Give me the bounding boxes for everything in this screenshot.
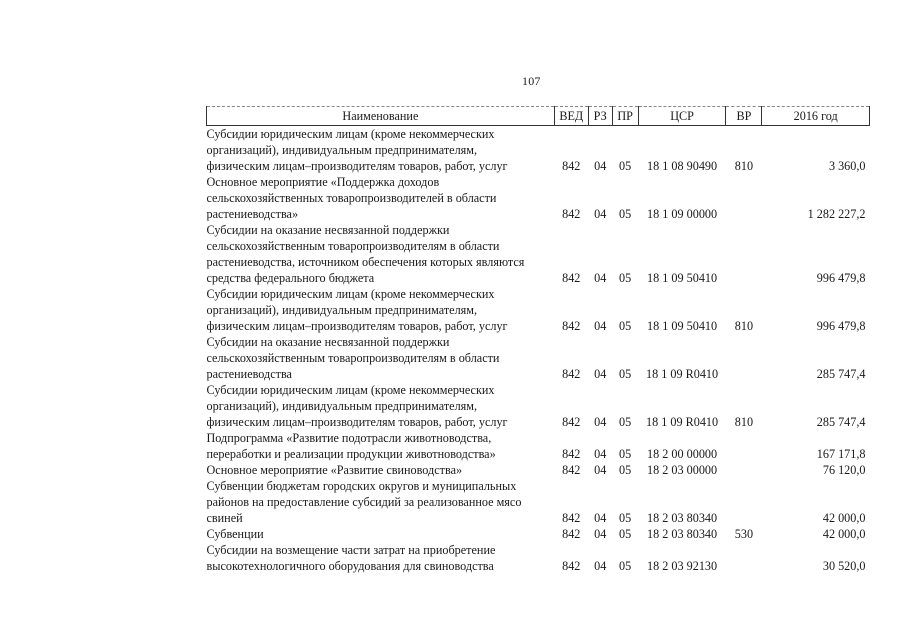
row-sum: 76 120,0	[822, 463, 866, 477]
row-pr: 05	[619, 207, 632, 221]
row-name	[207, 462, 555, 478]
row-name-line: средства федерального бюджета	[206, 271, 375, 285]
row-name-line: Субвенции	[206, 527, 264, 541]
row-ved: 842	[562, 447, 581, 461]
row-vr	[726, 334, 762, 382]
row-ved: 842	[562, 271, 581, 285]
row-name-line: физическим лицам–производителям товаров, работ, услуг	[206, 159, 508, 173]
row-sum: 167 171,8	[816, 447, 866, 461]
row-sum: 996 479,8	[816, 319, 866, 333]
row-name-line: организаций), индивидуальным предпринимателям,	[206, 303, 478, 317]
row-vr	[726, 174, 762, 222]
row-vr	[726, 462, 762, 478]
row-rz: 04	[594, 463, 607, 477]
row-csr: 18 1 09 50410	[647, 271, 718, 285]
row-name-line: Подпрограмма «Развитие подотрасли животноводства,	[206, 431, 492, 445]
row-rz: 04	[594, 159, 607, 173]
row-ved: 842	[562, 159, 581, 173]
row-name-line: Субсидии юридическим лицам (кроме некоммерческих	[206, 127, 495, 141]
row-name	[207, 334, 555, 382]
row-sum: 42 000,0	[822, 527, 866, 541]
row-csr: 18 2 03 80340	[647, 527, 718, 541]
table-row	[207, 542, 870, 574]
row-pr: 05	[619, 319, 632, 333]
row-pr: 05	[619, 559, 632, 573]
row-name-line: сельскохозяйственных товаропроизводителей в области	[206, 191, 497, 205]
header-ved: ВЕД	[554, 107, 588, 126]
row-name	[207, 382, 555, 430]
table-row	[207, 126, 870, 175]
row-csr: 18 1 09 50410	[647, 319, 718, 333]
row-pr: 05	[619, 367, 632, 381]
row-pr: 05	[619, 527, 632, 541]
row-csr: 18 2 00 00000	[647, 447, 718, 461]
row-vr	[726, 478, 762, 526]
row-name-line: организаций), индивидуальным предпринимателям,	[206, 143, 478, 157]
row-rz: 04	[594, 527, 607, 541]
row-pr: 05	[619, 447, 632, 461]
row-pr: 05	[619, 415, 632, 429]
header-pr: ПР	[612, 107, 638, 126]
row-name-line: Субсидии юридическим лицам (кроме некоммерческих	[206, 287, 495, 301]
table-row	[207, 222, 870, 286]
row-ved: 842	[562, 527, 581, 541]
row-vr: 810	[734, 319, 754, 333]
row-name	[207, 222, 555, 286]
row-csr: 18 1 08 90490	[647, 159, 718, 173]
header-name: Наименование	[207, 107, 555, 126]
row-name	[207, 126, 555, 175]
row-name-line: растениеводства, источником обеспечения которых являются	[206, 255, 525, 269]
row-name-line: районов на предоставление субсидий за реализованное мясо	[206, 495, 522, 509]
row-ved: 842	[562, 463, 581, 477]
row-name-line: Субвенции бюджетам городских округов и муниципальных	[206, 479, 517, 493]
row-rz: 04	[594, 207, 607, 221]
row-sum: 285 747,4	[816, 367, 866, 381]
row-rz: 04	[594, 367, 607, 381]
row-csr: 18 1 09 R0410	[645, 367, 719, 381]
row-name-line: физическим лицам–производителям товаров, работ, услуг	[206, 319, 508, 333]
table-row	[207, 430, 870, 462]
row-ved: 842	[562, 367, 581, 381]
header-sum: 2016 год	[762, 107, 870, 126]
table-row	[207, 462, 870, 478]
row-name-line: Субсидии на оказание несвязанной поддержки	[206, 223, 450, 237]
table-row	[207, 286, 870, 334]
budget-table	[206, 106, 870, 574]
header-vr: ВР	[726, 107, 762, 126]
row-ved: 842	[562, 319, 581, 333]
row-name	[207, 542, 555, 574]
row-name-line: организаций), индивидуальным предпринимателям,	[206, 399, 478, 413]
row-name-line: Субсидии юридическим лицам (кроме некоммерческих	[206, 383, 495, 397]
row-pr: 05	[619, 159, 632, 173]
table-row	[207, 478, 870, 526]
row-name-line: растениеводства»	[206, 207, 299, 221]
row-vr	[726, 542, 762, 574]
row-sum: 30 520,0	[822, 559, 866, 573]
row-sum: 996 479,8	[816, 271, 866, 285]
row-vr: 810	[734, 159, 754, 173]
table-row	[207, 382, 870, 430]
row-name-line: Основное мероприятие «Поддержка доходов	[206, 175, 440, 189]
row-csr: 18 1 09 00000	[647, 207, 718, 221]
table-row	[207, 174, 870, 222]
row-ved: 842	[562, 511, 581, 525]
header-rz: РЗ	[588, 107, 612, 126]
row-csr: 18 2 03 00000	[647, 463, 718, 477]
row-sum: 42 000,0	[822, 511, 866, 525]
row-vr: 530	[734, 527, 754, 541]
table-body	[207, 126, 870, 575]
row-ved: 842	[562, 559, 581, 573]
table-row	[207, 334, 870, 382]
row-name-line: свиней	[206, 511, 243, 525]
row-ved: 842	[562, 207, 581, 221]
row-rz: 04	[594, 271, 607, 285]
row-name	[207, 430, 555, 462]
row-name	[207, 174, 555, 222]
row-sum: 1 282 227,2	[807, 207, 866, 221]
header-csr: ЦСР	[638, 107, 726, 126]
row-vr	[726, 430, 762, 462]
row-name-line: сельскохозяйственным товаропроизводителям в области	[206, 351, 500, 365]
header-row	[207, 107, 870, 126]
row-pr: 05	[619, 463, 632, 477]
row-name-line: Субсидии на возмещение части затрат на приобретение	[206, 543, 496, 557]
row-vr: 810	[734, 415, 754, 429]
row-sum: 3 360,0	[828, 159, 866, 173]
row-name-line: сельскохозяйственным товаропроизводителям в области	[206, 239, 500, 253]
row-name	[207, 526, 555, 542]
row-name	[207, 478, 555, 526]
row-name-line: высокотехнологичного оборудования для свиноводства	[206, 559, 494, 573]
row-rz: 04	[594, 511, 607, 525]
row-csr: 18 2 03 80340	[647, 511, 718, 525]
row-csr: 18 1 09 R0410	[645, 415, 719, 429]
row-name-line: физическим лицам–производителям товаров, работ, услуг	[206, 415, 508, 429]
row-pr: 05	[619, 271, 632, 285]
page-number: 107	[522, 74, 541, 88]
row-ved: 842	[562, 415, 581, 429]
row-rz: 04	[594, 447, 607, 461]
row-vr	[726, 222, 762, 286]
table-row	[207, 526, 870, 542]
row-name	[207, 286, 555, 334]
row-rz: 04	[594, 415, 607, 429]
row-csr: 18 2 03 92130	[647, 559, 718, 573]
row-pr: 05	[619, 511, 632, 525]
table-header	[207, 107, 870, 126]
row-sum: 285 747,4	[816, 415, 866, 429]
row-name-line: переработки и реализации продукции животноводства»	[206, 447, 496, 461]
row-rz: 04	[594, 319, 607, 333]
row-name-line: растениеводства	[206, 367, 292, 381]
row-name-line: Субсидии на оказание несвязанной поддержки	[206, 335, 450, 349]
row-name-line: Основное мероприятие «Развитие свиноводства»	[206, 463, 463, 477]
row-rz: 04	[594, 559, 607, 573]
